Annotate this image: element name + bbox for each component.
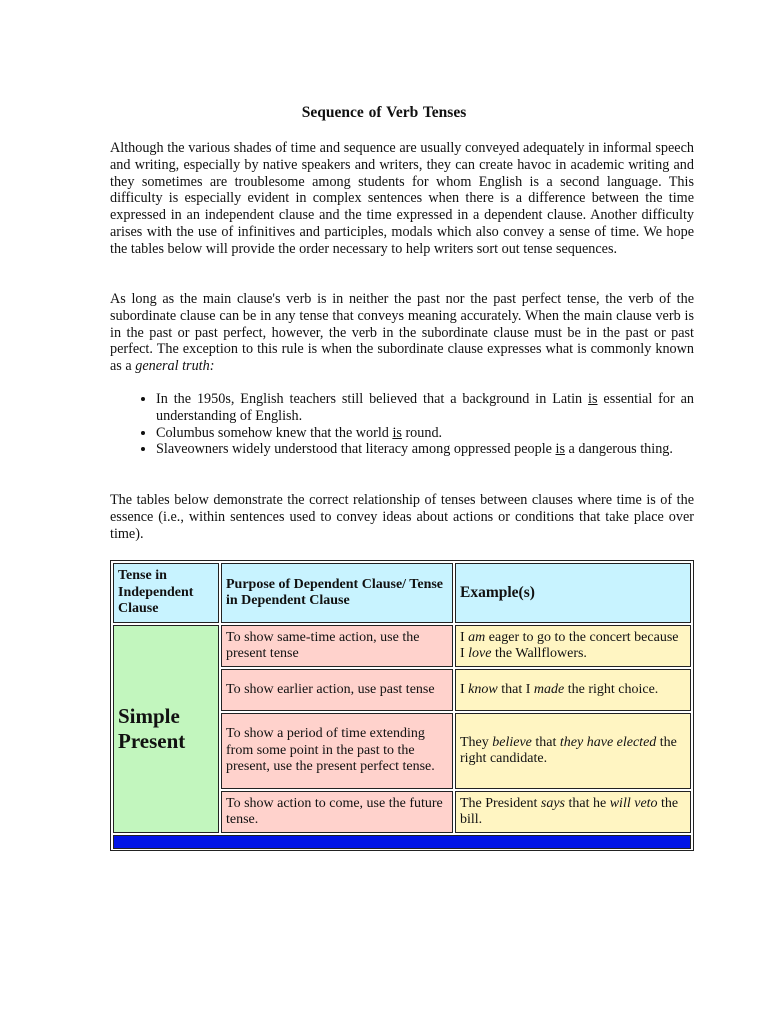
underlined-verb: is xyxy=(555,441,565,458)
underlined-verb: is xyxy=(392,424,402,441)
example-italic-run: made xyxy=(533,681,565,697)
underlined-verb: is xyxy=(588,391,598,407)
example-text-run: I xyxy=(460,629,469,645)
table-intro-paragraph: The tables below demonstrate the correct relationship of tenses between clauses where time is of the essence (i.e., within sentences used to convey ideas about actions or conditions that take place over time). xyxy=(110,492,694,542)
document-title: Sequence of Verb Tenses xyxy=(301,104,467,121)
example-cell xyxy=(455,669,691,711)
list-item: • In the 1950s, English teachers still believed that a background in Latin is essential for an understanding of English. xyxy=(156,391,694,425)
tense-simple-present: Simple Present xyxy=(113,625,219,833)
example-cell xyxy=(455,791,691,833)
example-text-run: the right choice. xyxy=(564,681,659,697)
list-item: • Slaveowners widely understood that literacy among oppressed people is a dangerous thing. xyxy=(156,441,694,458)
example-text-run: that I xyxy=(497,681,534,697)
general-truth-term: general truth: xyxy=(135,358,215,375)
example-cell xyxy=(455,713,691,789)
purpose-cell: To show action to come, use the future tense. xyxy=(221,791,453,833)
rule-paragraph-text: As long as the main clause's verb is in neither the past nor the past perfect tense, the verb of the subordinate clause can be in any tense that conveys meaning accurately. When the main clause verb is in the past or past perfect, however, the verb in the subordinate clause must be in the past or past perfect. The exception to this rule is when the subordinate clause expresses what is commonly known as a xyxy=(110,291,694,375)
example-text-run: The President xyxy=(460,795,541,811)
example-text-run: the right candidate. xyxy=(460,734,677,766)
table-bottom-bar xyxy=(113,835,691,849)
purpose-cell: To show same-time action, use the present tense xyxy=(221,625,453,667)
example-text-run: eager to go to the concert because I xyxy=(460,629,679,661)
header-independent-tense: Tense in Independent Clause xyxy=(113,563,219,623)
example-italic-run: know xyxy=(468,681,498,697)
example-italic-run: they have elected xyxy=(559,734,657,750)
example-italic-run: am xyxy=(468,629,486,645)
example-italic-run: will veto xyxy=(609,795,658,811)
example-text-run: that xyxy=(531,734,560,750)
example-italic-run: love xyxy=(468,646,492,661)
example-text-run: I xyxy=(460,681,469,697)
example-text-run: They xyxy=(460,734,493,750)
example-text-run: the bill. xyxy=(460,795,679,827)
example-italic-run: believe xyxy=(492,734,532,750)
example-text-run: the Wallflowers. xyxy=(491,646,587,661)
general-truth-examples xyxy=(110,391,694,458)
header-examples: Example(s) xyxy=(455,563,691,623)
header-dependent-purpose: Purpose of Dependent Clause/ Tense in Dependent Clause xyxy=(221,563,453,623)
intro-paragraph: Although the various shades of time and sequence are usually conveyed adequately in informal speech and writing, especially by native speakers and writers, they can create havoc in academic writing and they sometimes are troublesome among students for whom English is a second language. This difficulty is especially evident in complex sentences when there is a difference between the time expressed in an independent clause and the time expressed in a dependent clause. Another difficulty arises with the use of infinitives and participles, modals which also convey a sense of time. We hope the tables below will provide the order necessary to help writers sort out tense sequences. xyxy=(110,140,694,257)
tense-table xyxy=(110,560,694,851)
purpose-cell: To show a period of time extending from some point in the past to the present, use the present perfect tense. xyxy=(221,713,453,789)
example-italic-run: says xyxy=(540,795,565,811)
example-cell xyxy=(455,625,691,667)
purpose-cell: To show earlier action, use past tense xyxy=(221,669,453,711)
example-text-run: that he xyxy=(565,795,610,811)
rule-paragraph xyxy=(110,291,694,375)
list-item: • Columbus somehow knew that the world is round. xyxy=(156,425,694,442)
